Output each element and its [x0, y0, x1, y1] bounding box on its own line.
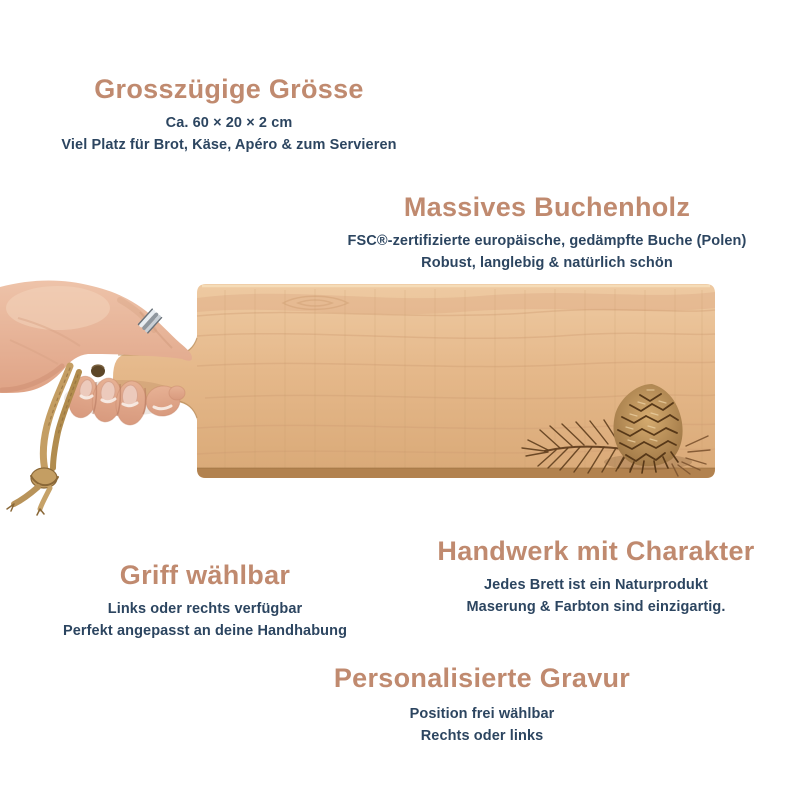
feature-size-title: Grosszügige Grösse: [94, 74, 364, 104]
hand-highlight: [6, 286, 110, 330]
feature-handle-line2: Perfekt angepasst an deine Handhabung: [62, 623, 348, 639]
handle-hole: [91, 365, 105, 377]
feature-engraving-title: Personalisierte Gravur: [333, 663, 631, 693]
feature-size-line2: Viel Platz für Brot, Käse, Apéro & zum Servieren: [61, 137, 397, 153]
feature-handle-line1: Links oder rechts verfügbar: [107, 601, 303, 617]
feature-craft-title: Handwerk mit Charakter: [437, 536, 755, 566]
feature-engraving-line1: Position frei wählbar: [409, 706, 555, 722]
feature-wood-line2: Robust, langlebig & natürlich schön: [421, 255, 673, 271]
feature-wood-title: Massives Buchenholz: [403, 192, 691, 222]
feature-handle-title: Griff wählbar: [119, 560, 291, 590]
feature-craft-line1: Jedes Brett ist ein Naturprodukt: [484, 577, 708, 593]
feature-size-line1: Ca. 60 × 20 × 2 cm: [165, 115, 293, 131]
feature-engraving-line2: Rechts oder links: [420, 728, 544, 744]
hand: [0, 280, 192, 426]
feature-craft-line2: Maserung & Farbton sind einzigartig.: [466, 599, 726, 615]
feature-wood-line1: FSC®-zertifizierte europäische, gedämpfte Buche (Polen): [347, 233, 747, 249]
